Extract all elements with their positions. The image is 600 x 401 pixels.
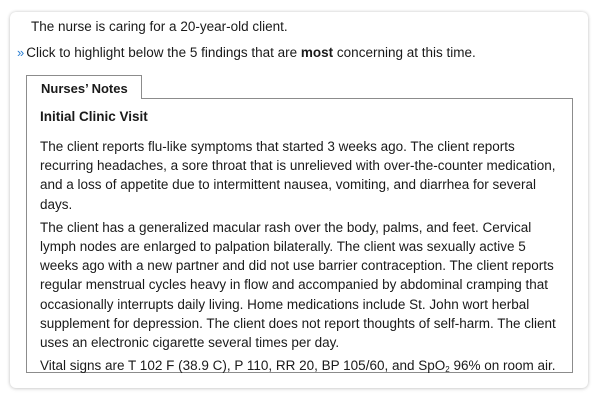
vitals-text-end: 96% on room air. [449, 358, 556, 374]
chevron-right-icon: » [17, 45, 25, 60]
question-instruction [17, 45, 476, 61]
tab-nurses-notes-label: Nurses’ Notes [41, 81, 128, 96]
vitals-subscript: 2 [445, 365, 450, 375]
vitals-text: Vital signs are T 102 F (38.9 C), P 110, RR 20, BP 105/60, and SpO [40, 358, 446, 374]
tab-nurses-notes[interactable] [26, 75, 142, 99]
notes-paragraph-symptoms[interactable]: The client reports flu-like symptoms that started 3 weeks ago. The client reports recurring headaches, a sore throat that is unrelieved with over-the-counter medication, and a loss of appetite due to intermittent nausea, vomiting, and diarrhea for several days. [40, 139, 556, 212]
notes-title: Initial Clinic Visit [40, 109, 148, 124]
notes-paragraph-vitals[interactable] [40, 356, 565, 375]
notes-body [40, 137, 565, 379]
question-stem: The nurse is caring for a 20-year-old client. [31, 19, 288, 34]
notes-paragraph-history[interactable]: The client has a generalized macular rash over the body, palms, and feet. Cervical lymph nodes are enlarged to palpation bilaterally. The client was sexually active 5 weeks ago with a new partner and did not use barrier contraception. The client reports regular menstrual cycles heavy in flow and accompanied by abdominal cramping that occasionally interrupts daily living. Home medications include St. John wort herbal supplement for depression. The client does not report thoughts of self-harm. The client uses an electronic cigarette several times per day. [40, 219, 556, 351]
nurses-notes-panel [26, 98, 573, 373]
instruction-text-bold: most [300, 45, 334, 60]
instruction-text-before: Click to highlight below the 5 findings that are [26, 45, 301, 60]
instruction-text-after: concerning at this time. [333, 45, 476, 60]
